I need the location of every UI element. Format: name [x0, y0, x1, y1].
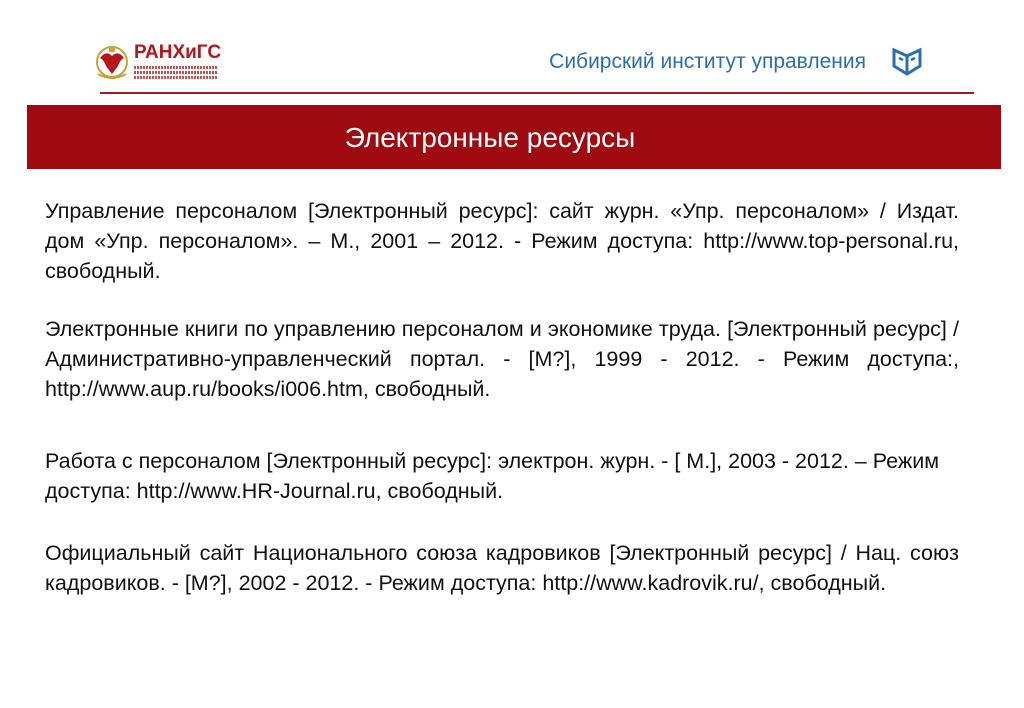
reference-item-4	[45, 538, 959, 598]
book-shield-icon	[890, 46, 924, 78]
ranepa-logo	[92, 40, 222, 84]
eagle-emblem-icon	[92, 40, 132, 84]
institute-name: Сибирский институт управления	[549, 50, 866, 73]
reference-item-2	[45, 314, 959, 404]
reference-text: Управление персоналом [Электронный ресурс]: сайт журн. «Упр. персоналом» / Издат. дом «Упр. персоналом». – М., 2001 – 2012. - Режим доступа: http://www.top-personal.ru, свободный.	[45, 199, 959, 283]
slide-title	[27, 122, 1001, 154]
logo-subtitle-lines	[134, 66, 218, 81]
header-divider	[100, 92, 974, 94]
reference-text: Электронные книги по управлению персоналом и экономике труда. [Электронный ресурс] / Административно-управленческий портал. - [М?], 1999 - 2012. - Режим доступа:, http://www.aup.ru/books/i006.htm, свободный.	[45, 317, 959, 401]
reference-text: Официальный сайт Национального союза кадровиков [Электронный ресурс] / Нац. союз кадровиков. - [М?], 2002 - 2012. - Режим доступа: http://www.kadrovik.ru/, свободный.	[45, 541, 959, 595]
slide-title-text: Электронные ресурсы	[344, 122, 636, 153]
reference-item-1	[45, 196, 959, 286]
title-banner	[27, 105, 1001, 169]
logo-text: РАНХиГС	[134, 42, 222, 63]
reference-item-3	[45, 446, 959, 506]
reference-text: Работа с персоналом [Электронный ресурс]: электрон. журн. - [ М.], 2003 - 2012. – Режим доступа: http://www.HR-Journal.ru, свободный.	[45, 449, 940, 503]
